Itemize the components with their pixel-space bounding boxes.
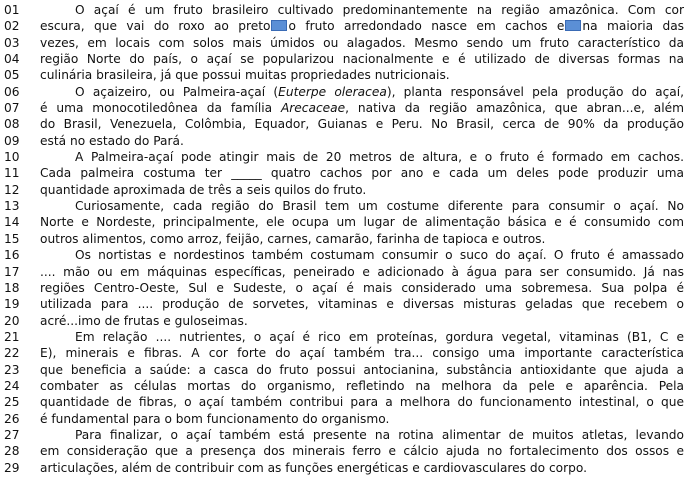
- text-segment: vezes, em locais com solos mais úmidos ou alagados. Mesmo sendo um fruto característico da: [40, 35, 684, 50]
- text-line: [0, 67, 700, 83]
- line-number: 15: [4, 231, 20, 246]
- text-line: [0, 264, 700, 280]
- line-number: 06: [4, 84, 20, 99]
- text-line: [0, 313, 700, 329]
- text-segment: Cada palmeira costuma ter _____ quatro cachos por ano e cada um deles pode produzir uma: [40, 166, 684, 181]
- text-segment: quantidade de fibras, o açaí também contribui para a melhora do funcionamento intestinal, o que: [40, 395, 684, 410]
- italic-text-segment: Euterpe oleracea: [278, 84, 387, 99]
- text-segment: outros alimentos, como arroz, feijão, carnes, camarão, farinha de tapioca e outros.: [40, 231, 546, 246]
- line-number: 22: [4, 346, 20, 361]
- text-segment: Norte e Nordeste, principalmente, ele ocupa um lugar de alimentação básica e é consumido com: [40, 215, 684, 230]
- line-text: [40, 35, 690, 51]
- line-number: 27: [4, 427, 20, 442]
- highlight-marker: [271, 20, 287, 31]
- line-text: [40, 296, 690, 312]
- text-segment: combater as células mortas do organismo, refletindo na melhora da pele e aparência. Pela: [40, 378, 684, 393]
- line-number: 05: [4, 68, 20, 83]
- line-text: [40, 133, 690, 149]
- line-number: 04: [4, 52, 20, 67]
- text-line: [0, 133, 700, 149]
- line-text: [40, 198, 690, 214]
- text-line: [0, 362, 700, 378]
- line-number: 08: [4, 117, 20, 132]
- text-line: [0, 378, 700, 394]
- line-number: 28: [4, 444, 20, 459]
- line-number: 12: [4, 182, 20, 197]
- text-segment: regiões Centro-Oeste, Sul e Sudeste, o açaí é mais considerado uma sobremesa. Sua polpa é: [40, 280, 684, 295]
- line-number: 07: [4, 101, 20, 116]
- text-line: [0, 182, 700, 198]
- line-number: 29: [4, 460, 20, 475]
- line-number: 10: [4, 150, 20, 165]
- text-segment: A Palmeira-açaí pode atingir mais de 20 metros de altura, e o fruto é formado em cachos.: [75, 150, 684, 165]
- text-segment: Para finalizar, o açaí também está presente na rotina alimentar de muitos atletas, levando: [75, 427, 684, 442]
- line-text: [40, 214, 690, 230]
- line-number: 17: [4, 264, 20, 279]
- line-number: 13: [4, 199, 20, 214]
- line-number: 21: [4, 329, 20, 344]
- text-segment: , nativa da região amazônica, que abran...e, além: [345, 101, 684, 116]
- line-text: [40, 2, 690, 18]
- line-text: [40, 247, 690, 263]
- text-line: [0, 35, 700, 51]
- text-segment: é uma monocotiledônea da família: [40, 101, 281, 116]
- line-text: [40, 182, 690, 198]
- line-text: [40, 460, 690, 476]
- text-line: [0, 116, 700, 132]
- line-number: 16: [4, 248, 20, 263]
- line-number: 02: [4, 19, 20, 34]
- line-text: [40, 264, 690, 280]
- text-segment: está no estado do Pará.: [40, 133, 184, 148]
- line-text: [40, 165, 690, 181]
- line-text: [40, 231, 690, 247]
- text-line: [0, 2, 700, 18]
- line-text: [40, 116, 690, 132]
- text-segment: escura, que vai do roxo ao preto: [40, 19, 271, 34]
- text-segment: é fundamental para o bom funcionamento do organismo.: [40, 411, 390, 426]
- text-line: [0, 247, 700, 263]
- line-text: [40, 443, 690, 459]
- text-line: [0, 231, 700, 247]
- text-segment: na maioria das: [582, 19, 685, 34]
- line-text: [40, 329, 690, 345]
- text-line: [0, 411, 700, 427]
- text-segment: O açaizeiro, ou Palmeira-açaí (: [75, 84, 279, 99]
- line-text: [40, 51, 690, 67]
- line-text: [40, 345, 690, 361]
- text-line: [0, 100, 700, 116]
- line-number: 01: [4, 3, 20, 17]
- text-segment: em consideração que a presença dos minerais ferro e cálcio ajuda no fortalecimento dos ossos e: [40, 444, 684, 459]
- text-segment: articulações, além de contribuir com as funções energéticas e cardiovasculares do corpo.: [40, 460, 587, 475]
- text-segment: culinária brasileira, já que possui muitas propriedades nutricionais.: [40, 68, 450, 83]
- line-text: [40, 280, 690, 296]
- line-text: [40, 313, 690, 329]
- text-line: [0, 165, 700, 181]
- text-segment: acré...imo de frutas e guloseimas.: [40, 313, 248, 328]
- text-segment: do Brasil, Venezuela, Colômbia, Equador, Guianas e Peru. No Brasil, cerca de 90% da produção: [40, 117, 684, 132]
- line-number: 03: [4, 35, 20, 50]
- highlight-marker: [565, 20, 581, 31]
- line-number: 25: [4, 395, 20, 410]
- text-segment: utilizada para .... produção de sorvetes, vitaminas e diversas misturas geladas que recebem o: [40, 297, 684, 312]
- text-segment: Os nortistas e nordestinos também costumam consumir o suco do açaí. O fruto é amassado: [75, 248, 684, 263]
- line-number: 26: [4, 411, 20, 426]
- line-text: [40, 100, 690, 116]
- line-number: 24: [4, 378, 20, 393]
- line-number: 23: [4, 362, 20, 377]
- line-text: [40, 18, 690, 34]
- text-line: [0, 149, 700, 165]
- text-line: [0, 443, 700, 459]
- line-number: 14: [4, 215, 20, 230]
- text-segment: Em relação .... nutrientes, o açaí é rico em proteínas, gordura vegetal, vitaminas (B1, C e: [75, 329, 684, 344]
- text-segment: região Norte do país, o açaí se popularizou nacionalmente e é utilizado de diversas formas na: [40, 52, 684, 67]
- text-segment: Curiosamente, cada região do Brasil tem um costume diferente para consumir o açaí. No: [75, 199, 684, 214]
- line-text: [40, 149, 690, 165]
- text-segment: E), minerais e fibras. A cor forte do açaí também tra... consigo uma importante característica: [40, 346, 684, 361]
- line-text: [40, 411, 690, 427]
- line-number: 18: [4, 280, 20, 295]
- text-line: [0, 296, 700, 312]
- line-text: [40, 67, 690, 83]
- text-segment: o fruto arredondado nasce em cachos e: [288, 19, 565, 34]
- line-number: 09: [4, 133, 20, 148]
- text-segment: ), planta responsável pela produção do açaí,: [386, 84, 685, 99]
- text-line: [0, 345, 700, 361]
- text-line: [0, 280, 700, 296]
- line-number: 20: [4, 313, 20, 328]
- text-line: [0, 198, 700, 214]
- text-line: [0, 329, 700, 345]
- text-line: [0, 394, 700, 410]
- italic-text-segment: Arecaceae: [280, 101, 346, 116]
- line-number: 19: [4, 297, 20, 312]
- line-text: [40, 427, 690, 443]
- text-line: [0, 51, 700, 67]
- line-text: [40, 84, 690, 100]
- line-number: 11: [4, 166, 20, 181]
- text-segment: que beneficia a saúde: a casca do fruto possui antocianina, substância antioxidante que ajuda a: [40, 362, 684, 377]
- text-line: [0, 427, 700, 443]
- text-line: [0, 18, 700, 34]
- text-segment: .... mão ou em máquinas específicas, peneirado e adicionado à água para ser consumido. Já nas: [40, 264, 684, 279]
- text-line: [0, 460, 700, 476]
- text-line: [0, 214, 700, 230]
- text-segment: quantidade aproximada de três a seis quilos do fruto.: [40, 182, 367, 197]
- line-text: [40, 378, 690, 394]
- text-segment: O açaí é um fruto brasileiro cultivado predominantemente na região amazônica. Com cor: [75, 3, 684, 17]
- line-text: [40, 362, 690, 378]
- text-line: [0, 84, 700, 100]
- line-text: [40, 394, 690, 410]
